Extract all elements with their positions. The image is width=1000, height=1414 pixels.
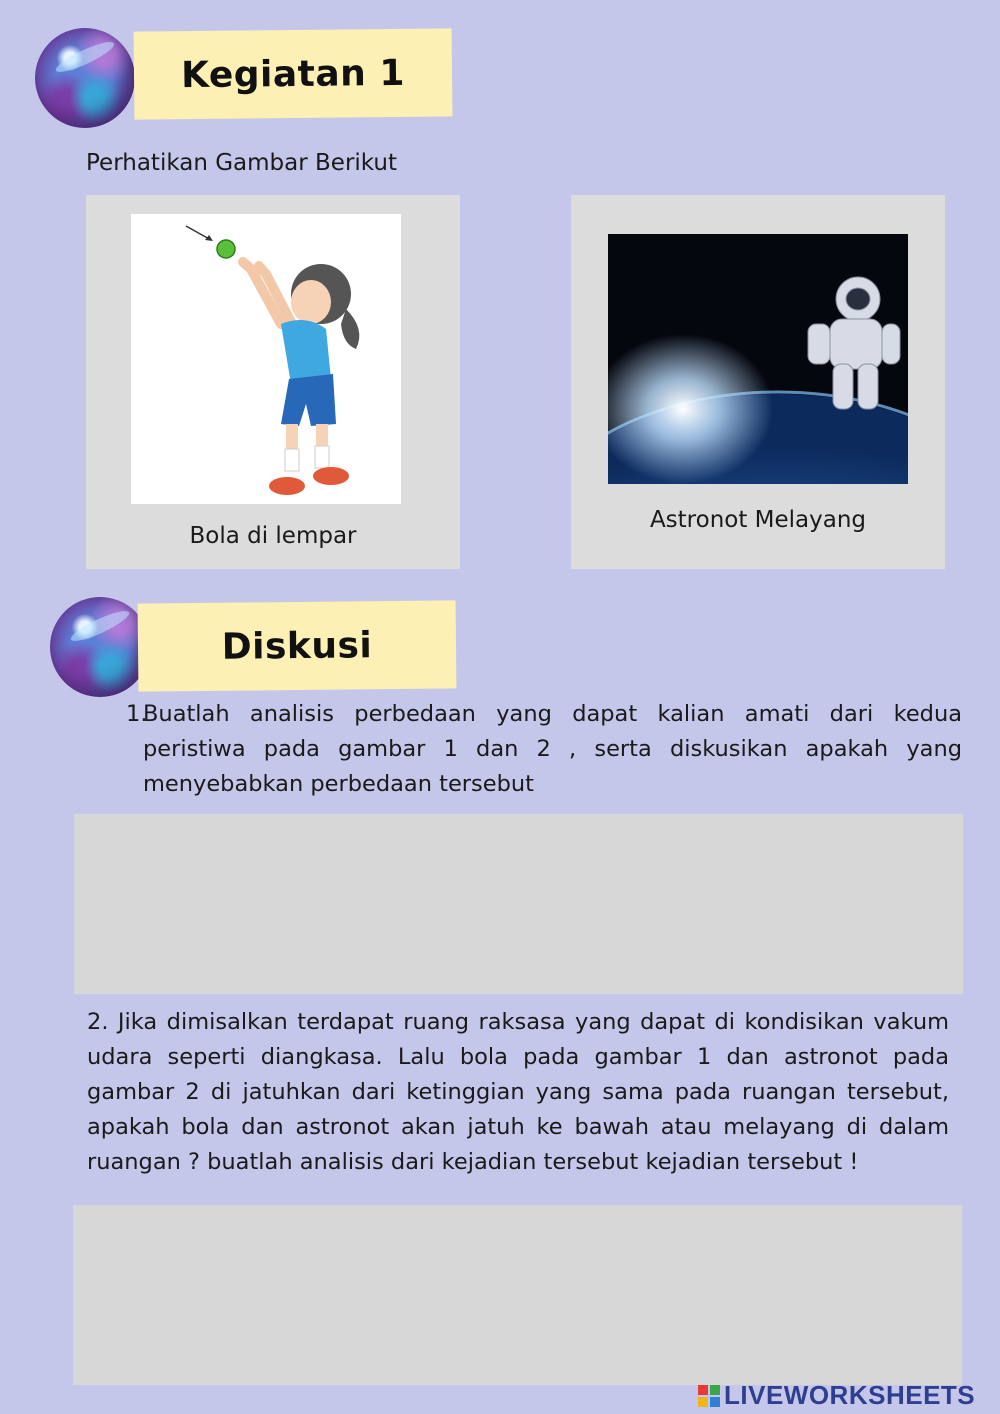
watermark-text: LIVEWORKSHEETS xyxy=(724,1380,976,1410)
question-1 xyxy=(126,697,962,802)
question-1-text: Buatlah analisis perbedaan yang dapat kalian amati dari kedua peristiwa pada gambar 1 dan 2 , serta diskusikan apakah yang menyebabkan perbedaan tersebut xyxy=(143,701,962,797)
planet-icon xyxy=(50,597,150,697)
image-card-ball xyxy=(86,195,460,569)
question-1-number: 1. xyxy=(126,701,148,727)
image-card-astronaut xyxy=(571,195,945,569)
planet-icon xyxy=(35,28,135,128)
caption-ball: Bola di lempar xyxy=(189,523,357,549)
astronaut-floating-image xyxy=(608,234,908,484)
answer-field-2[interactable] xyxy=(73,1205,962,1385)
instruction-text: Perhatikan Gambar Berikut xyxy=(86,150,397,176)
girl-throwing-ball-image xyxy=(131,214,401,504)
question-2-text: 2. Jika dimisalkan terdapat ruang raksasa yang dapat di kondisikan vakum udara seperti diangkasa. Lalu bola pada gambar 1 dan astronot pada gambar 2 di jatuhkan dari ketinggian yang sama pada ruangan tersebut, apakah bola dan astronot akan jatuh ke bawah atau melayang di dalam ruangan ? buatlah analisis dari kejadian tersebut kejadian tersebut ! xyxy=(87,1009,949,1175)
section-title-diskusi: Diskusi xyxy=(138,600,457,691)
liveworksheets-logo xyxy=(698,1380,975,1411)
liveworksheets-logo-icon xyxy=(698,1385,720,1407)
caption-astronaut: Astronot Melayang xyxy=(649,507,867,533)
answer-field-1[interactable] xyxy=(74,814,963,994)
section-title-kegiatan: Kegiatan 1 xyxy=(134,28,453,119)
